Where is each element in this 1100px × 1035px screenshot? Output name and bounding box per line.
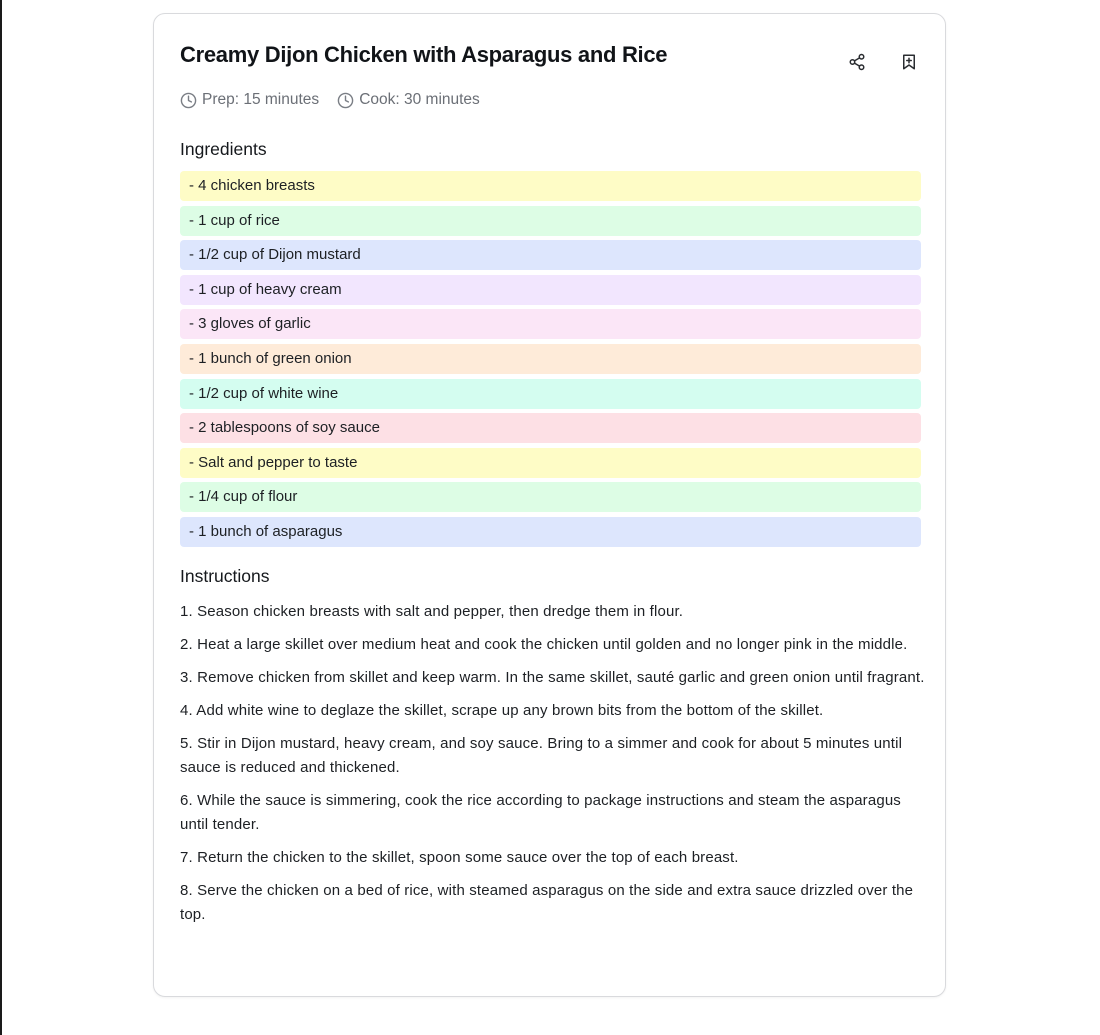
ingredients-list xyxy=(180,171,921,552)
recipe-actions xyxy=(845,50,921,74)
prep-time xyxy=(180,91,319,109)
ingredient-item: - 1 bunch of green onion xyxy=(180,344,921,374)
ingredient-item: - 1/2 cup of white wine xyxy=(180,379,921,409)
recipe-card xyxy=(153,13,946,997)
ingredient-item: - 1 cup of heavy cream xyxy=(180,275,921,305)
instruction-step: 2. Heat a large skillet over medium heat and cook the chicken until golden and no longer pink in the middle. xyxy=(180,636,908,653)
ingredient-item: - Salt and pepper to taste xyxy=(180,448,921,478)
ingredient-item: - 1 bunch of asparagus xyxy=(180,517,921,547)
ingredient-item: - 2 tablespoons of soy sauce xyxy=(180,413,921,443)
window-left-edge xyxy=(0,0,2,1035)
instruction-step: 6. While the sauce is simmering, cook the rice according to package instructions and steam the asparagus until tender. xyxy=(180,792,901,833)
bookmark-button[interactable] xyxy=(897,50,921,74)
share-button[interactable] xyxy=(845,50,869,74)
cook-time xyxy=(337,91,480,109)
instruction-step: 3. Remove chicken from skillet and keep warm. In the same skillet, sauté garlic and green onion until fragrant. xyxy=(180,669,925,686)
ingredient-item: - 3 gloves of garlic xyxy=(180,309,921,339)
ingredient-item: - 1/2 cup of Dijon mustard xyxy=(180,240,921,270)
cook-time-label: Cook: 30 minutes xyxy=(359,91,480,108)
ingredient-item: - 1/4 cup of flour xyxy=(180,482,921,512)
instructions-heading: Instructions xyxy=(180,566,270,586)
bookmark-plus-icon xyxy=(900,53,918,71)
instruction-step: 8. Serve the chicken on a bed of rice, with steamed asparagus on the side and extra sauce drizzled over the top. xyxy=(180,882,914,923)
recipe-title: Creamy Dijon Chicken with Asparagus and Rice xyxy=(180,42,668,67)
ingredients-heading: Ingredients xyxy=(180,139,267,159)
recipe-meta xyxy=(180,91,480,109)
ingredient-item: - 1 cup of rice xyxy=(180,206,921,236)
instruction-step: 7. Return the chicken to the skillet, spoon some sauce over the top of each breast. xyxy=(180,849,739,866)
clock-icon xyxy=(337,92,354,109)
clock-icon xyxy=(180,92,197,109)
instructions-list xyxy=(180,600,925,936)
ingredient-item: - 4 chicken breasts xyxy=(180,171,921,201)
prep-time-label: Prep: 15 minutes xyxy=(202,91,320,108)
instruction-step: 1. Season chicken breasts with salt and pepper, then dredge them in flour. xyxy=(180,603,684,620)
recipe-header xyxy=(180,40,921,72)
instruction-step: 4. Add white wine to deglaze the skillet, scrape up any brown bits from the bottom of the skillet. xyxy=(180,702,824,719)
instruction-step: 5. Stir in Dijon mustard, heavy cream, and soy sauce. Bring to a simmer and cook for about 5 minutes until sauce is reduced and thickened. xyxy=(180,735,903,776)
share-icon xyxy=(848,53,866,71)
